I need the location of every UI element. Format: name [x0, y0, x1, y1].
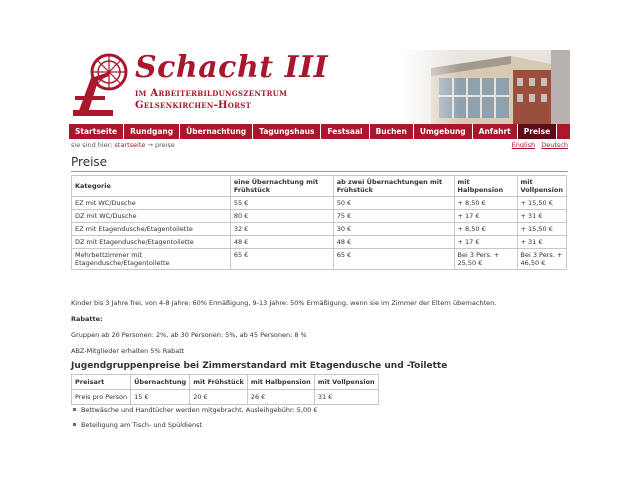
table-row [72, 249, 567, 270]
nav-item-buchen[interactable]: Buchen [370, 124, 414, 139]
lang-english-link[interactable]: English [511, 141, 536, 149]
table-cell: + 17 € [454, 236, 517, 249]
price-table [71, 175, 567, 270]
kids-note: Kinder bis 3 Jahre frei, von 4-8 Jahre: 60% Ermäßigung, 9-13 Jahre: 50% Ermäßigung, wenn sie im Zimmer der Eltern übernachten. [71, 299, 497, 307]
table-cell: 80 € [230, 210, 333, 223]
table-cell: 32 € [230, 223, 333, 236]
nav-item-tagungshaus[interactable]: Tagungshaus [253, 124, 321, 139]
table-cell: 75 € [333, 210, 454, 223]
table-row [72, 236, 567, 249]
table-cell: 55 € [230, 197, 333, 210]
nav-item-umgebung[interactable]: Umgebung [414, 124, 473, 139]
table-cell: Preis pro Person [72, 390, 131, 405]
nav-item-anfahrt[interactable]: Anfahrt [473, 124, 518, 139]
table-cell: Mehrbettzimmer mit Etagendusche/Etagentoilette [72, 249, 231, 270]
youth-section-title: Jugendgruppenpreise bei Zimmerstandard mit Etagendusche und -Toilette [71, 361, 448, 371]
nav-item-festsaal[interactable]: Festsaal [321, 124, 369, 139]
nav-item-rundgang[interactable]: Rundgang [124, 124, 180, 139]
nav-item-startseite[interactable]: Startseite [69, 124, 124, 139]
table-cell: + 15,50 € [517, 197, 566, 210]
table-cell: + 15,50 € [517, 223, 566, 236]
page-title: Preise [71, 155, 568, 172]
table-header-cell: Preisart [72, 375, 131, 390]
header [69, 50, 570, 124]
breadcrumb-current: preise [155, 141, 175, 149]
list-item: Beteiligung am Tisch- und Spüldienst [71, 421, 317, 429]
table-cell: + 8,50 € [454, 197, 517, 210]
table-header-cell: mit Halbpension [247, 375, 314, 390]
table-cell: EZ mit WC/Dusche [72, 197, 231, 210]
table-header-cell: mit Vollpension [314, 375, 378, 390]
table-header-cell: eine Übernachtung mit Frühstück [230, 176, 333, 197]
youth-price-table [71, 374, 379, 405]
breadcrumb-home-link[interactable]: startseite [114, 141, 146, 149]
table-cell: EZ mit Etagendusche/Etagentoilette [72, 223, 231, 236]
table-cell: + 17 € [454, 210, 517, 223]
table-cell: 48 € [230, 236, 333, 249]
rabatte-label: Rabatte: [71, 315, 103, 323]
table-cell: 30 € [333, 223, 454, 236]
site-title: Schacht III [135, 50, 329, 85]
table-cell: 50 € [333, 197, 454, 210]
building-photo [401, 50, 570, 124]
table-header-cell: Übernachtung [131, 375, 190, 390]
language-switcher [508, 141, 568, 149]
table-cell: 20 € [190, 390, 248, 405]
breadcrumb-separator: → [147, 141, 153, 149]
table-row [72, 223, 567, 236]
table-header-row [72, 375, 379, 390]
table-cell: 65 € [230, 249, 333, 270]
lang-deutsch-link[interactable]: Deutsch [541, 141, 568, 149]
table-header-cell: mit Halbpension [454, 176, 517, 197]
breadcrumb [71, 141, 175, 149]
table-cell: Bei 3 Pers. + 46,50 € [517, 249, 566, 270]
list-item: Bettwäsche und Handtücher werden mitgebracht. Ausleihgebühr: 5,00 € [71, 406, 317, 414]
site-subtitle-line1: im Arbeiterbildungszentrum [135, 88, 288, 99]
table-cell: Bei 3 Pers. + 25,50 € [454, 249, 517, 270]
site-subtitle-line2: Gelsenkirchen-Horst [135, 100, 252, 111]
table-cell: DZ mit WC/Dusche [72, 210, 231, 223]
table-cell: 15 € [131, 390, 190, 405]
main-navigation [69, 124, 570, 139]
table-cell: DZ mit Etagendusche/Etagentoilette [72, 236, 231, 249]
table-cell: + 8,50 € [454, 223, 517, 236]
table-cell: 48 € [333, 236, 454, 249]
table-row [72, 197, 567, 210]
table-header-cell: ab zwei Übernachtungen mit Frühstück [333, 176, 454, 197]
table-row [72, 210, 567, 223]
table-cell: 31 € [314, 390, 378, 405]
table-header-cell: mit Vollpension [517, 176, 566, 197]
rabatte-text: Gruppen ab 20 Personen: 2%, ab 30 Personen: 5%, ab 45 Personen: 8 % [71, 331, 307, 339]
table-cell: + 31 € [517, 210, 566, 223]
table-cell: 65 € [333, 249, 454, 270]
nav-item-uebernachtung[interactable]: Übernachtung [180, 124, 253, 139]
mining-tower-logo-icon [73, 52, 131, 116]
abz-note: ABZ-Mitglieder erhalten 5% Rabatt [71, 347, 185, 355]
table-cell: + 31 € [517, 236, 566, 249]
table-cell: 26 € [247, 390, 314, 405]
nav-item-preise[interactable]: Preise [518, 124, 557, 139]
table-header-cell: mit Frühstück [190, 375, 248, 390]
breadcrumb-prefix: sie sind hier: [71, 141, 113, 149]
table-header-cell: Kategorie [72, 176, 231, 197]
table-header-row [72, 176, 567, 197]
notes-list [71, 406, 317, 436]
table-row [72, 390, 379, 405]
